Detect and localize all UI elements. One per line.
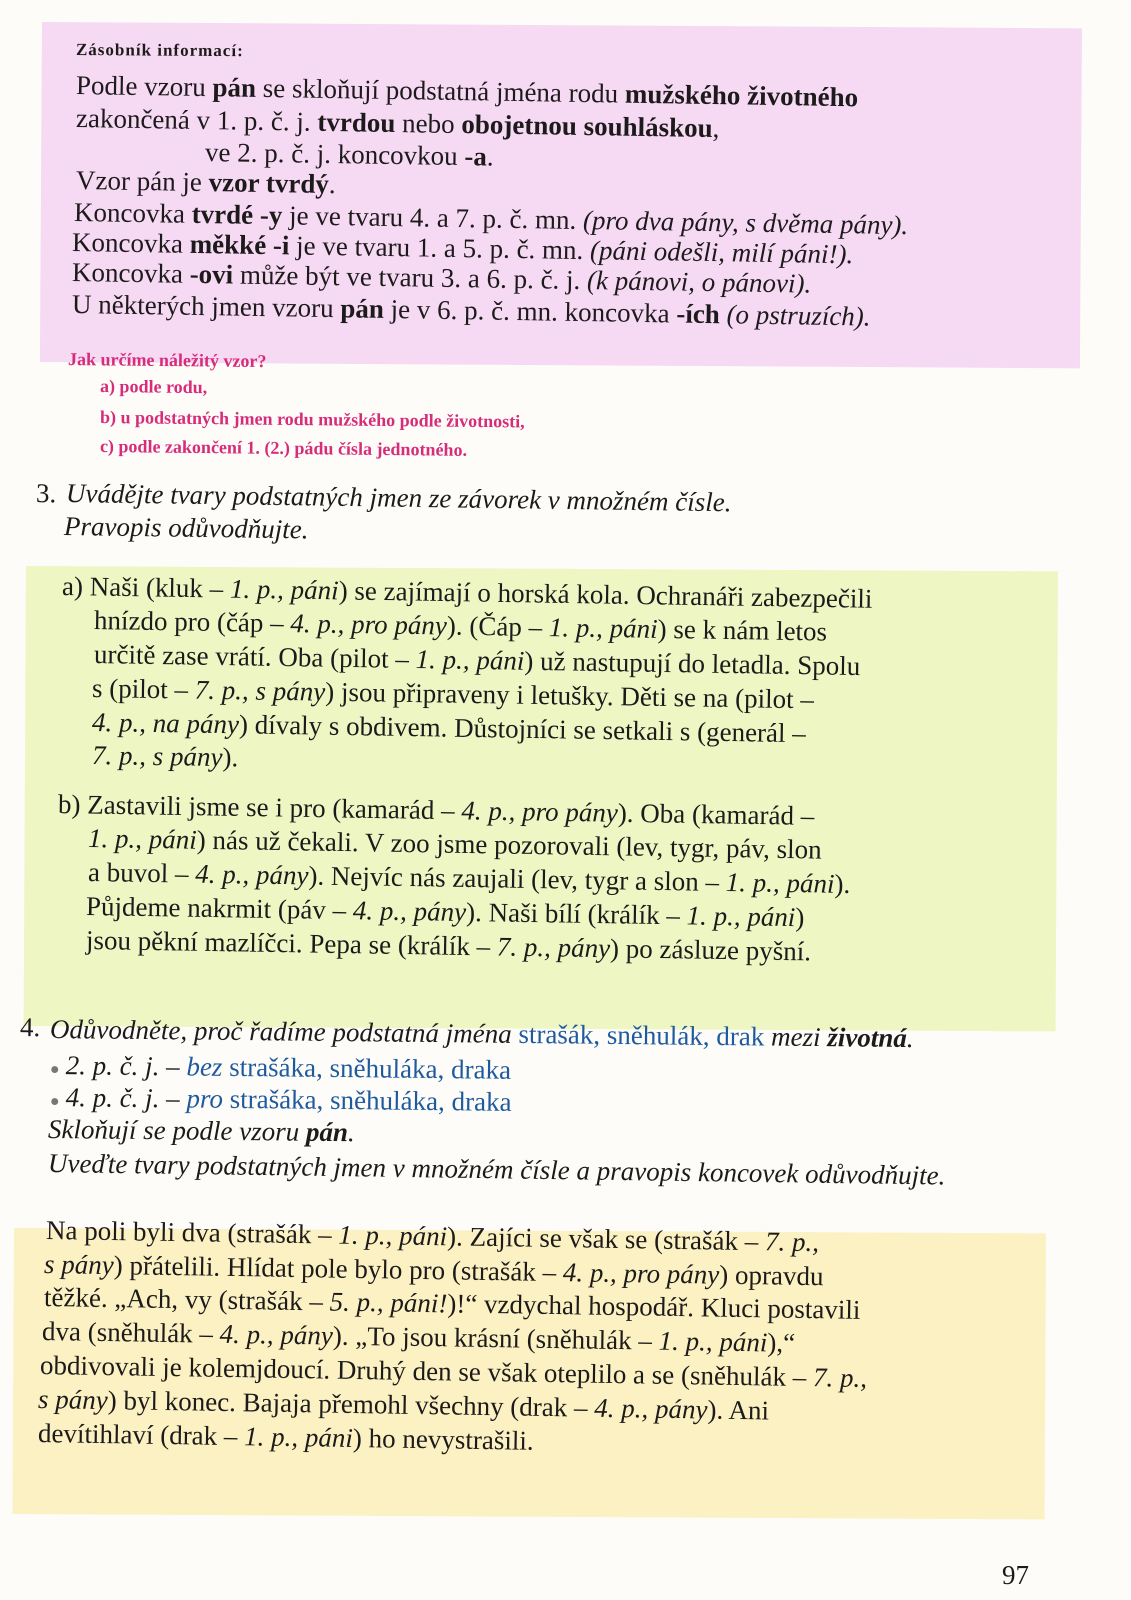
info-line-3: ve 2. p. č. j. koncovkou -a. xyxy=(204,137,494,172)
exercise-4-number: 4. xyxy=(19,1012,41,1043)
ex3-a-line-4: s (pilot – 7. p., s pány) jsou připraveny i letušky. Děti se na (pilot – xyxy=(91,673,815,715)
info-line-5: Koncovka tvrdé -y je ve tvaru 4. a 7. p. č. mn. (pro dva pány, s dvěma pány). xyxy=(73,197,909,241)
ex4-line-6: s pány) byl konec. Bajaja přemohl všechny (drak – 4. p., pány). Ani xyxy=(37,1384,770,1426)
info-line-8: U některých jmen vzoru pán je v 6. p. č. mn. koncovka -ích (o pstruzích). xyxy=(71,289,871,332)
bullet-icon: ● xyxy=(49,1093,60,1111)
ex3-a-line-3: určitě zase vrátí. Oba (pilot – 1. p., páni) už nastupují do letadla. Spolu xyxy=(93,639,861,682)
exercise-4-bullet-2: ● 4. p. č. j. – pro strašáka, sněhuláka, draka xyxy=(49,1082,512,1117)
exercise-4-instruction-2: Uveďte tvary podstatných jmen v množném čísle a pravopis koncovek odůvodňujte. xyxy=(47,1148,946,1191)
page-number: 97 xyxy=(1002,1560,1029,1590)
ex4-line-5: obdivovali je kolemjdoucí. Druhý den se však oteplilo a se (sněhulák – 7. p., xyxy=(39,1350,868,1393)
ex3-a-line-6: 7. p., s pány). xyxy=(91,740,239,773)
exercise-3-number: 3. xyxy=(35,478,57,509)
ex4-line-1: Na poli byli dva (strašák – 1. p., páni). Zajíci se však se (strašák – 7. p., xyxy=(45,1215,820,1258)
ex4-line-7: devítihlaví (drak – 1. p., páni) ho nevystrašili. xyxy=(37,1418,534,1456)
tip-question: Jak určíme náležitý vzor? xyxy=(67,349,267,372)
ex3-b-line-5: jsou pěkní mazlíčci. Pepa se (králík – 7. p., pány) po zásluze pyšní. xyxy=(85,925,812,967)
exercise-3-instruction-2: Pravopis odůvodňujte. xyxy=(63,511,309,545)
tip-item-b: b) u podstatných jmen rodu mužského podle životnosti, xyxy=(99,407,525,432)
ex3-a-line-5: 4. p., na pány) dívaly s obdivem. Důstojníci se setkali s (generál – xyxy=(91,707,807,749)
ex3-b-line-1: b) Zastavili jsme se i pro (kamarád – 4. p., pro pány). Oba (kamarád – xyxy=(57,789,815,831)
tip-item-a: a) podle rodu, xyxy=(99,376,208,398)
exercise-3-instruction: Uvádějte tvary podstatných jmen ze závorek v množném čísle. xyxy=(65,478,732,518)
info-line-7: Koncovka -ovi může být ve tvaru 3. a 6. p. č. j. (k pánovi, o pánovi). xyxy=(71,257,812,299)
info-line-6: Koncovka měkké -i je ve tvaru 1. a 5. p. č. mn. (páni odešli, milí páni!). xyxy=(71,227,854,270)
ex3-b-line-4: Půjdeme nakrmit (páv – 4. p., pány). Naši bílí (králík – 1. p., páni) xyxy=(85,891,805,933)
ex3-a-line-2: hnízdo pro (čáp – 4. p., pro pány). (Čáp – 1. p., páni) se k nám letos xyxy=(93,605,828,647)
ex3-a-line-1: a) Naši (kluk – 1. p., páni) se zajímají o horská kola. Ochranáři zabezpečili xyxy=(61,571,873,614)
info-line-1: Podle vzoru pán se skloňují podstatná jména rodu mužského životného xyxy=(75,70,859,113)
info-heading: Zásobník informací: xyxy=(75,40,244,61)
exercise-4-bullet-1: ● 2. p. č. j. – bez strašáka, sněhuláka, draka xyxy=(49,1050,512,1085)
ex4-line-3: těžké. „Ach, vy (strašák – 5. p., páni!)!“ vzdychal hospodář. Kluci postavili xyxy=(43,1282,861,1325)
info-line-2: zakončená v 1. p. č. j. tvrdou nebo obojetnou souhláskou, xyxy=(75,103,720,144)
ex3-b-line-3: a buvol – 4. p., pány). Nejvíc nás zaujali (lev, tygr a slon – 1. p., páni). xyxy=(87,857,851,899)
tip-item-c: c) podle zakončení 1. (2.) pádu čísla jednotného. xyxy=(99,436,468,460)
ex4-line-2: s pány) přátelili. Hlídat pole bylo pro (strašák – 4. p., pro pány) opravdu xyxy=(43,1249,824,1292)
ex3-b-line-2: 1. p., páni) nás už čekali. V zoo jsme pozorovali (lev, tygr, páv, slon xyxy=(87,823,822,865)
info-line-4: Vzor pán je vzor tvrdý. xyxy=(75,165,336,200)
ex4-line-4: dva (sněhulák – 4. p., pány). „To jsou krásní (sněhulák – 1. p., páni),“ xyxy=(41,1316,796,1358)
exercise-4-declension-note: Skloňují se podle vzoru pán. xyxy=(47,1114,355,1148)
exercise-4-instruction: Odůvodněte, proč řadíme podstatná jména strašák, sněhulák, drak mezi životná. xyxy=(49,1014,914,1054)
bullet-icon: ● xyxy=(49,1061,60,1079)
